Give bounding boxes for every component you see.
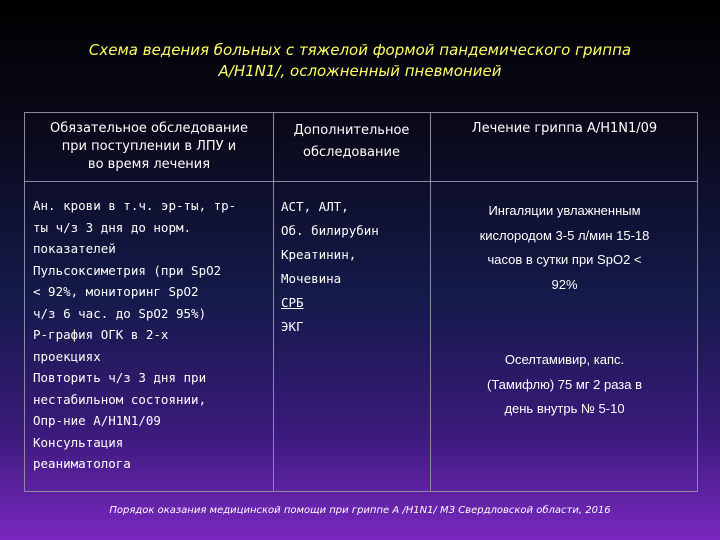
additional-line: АСТ, АЛТ, — [281, 199, 349, 214]
mandatory-line: реаниматолога — [33, 456, 131, 471]
mandatory-line: показателей — [33, 241, 116, 256]
title-line-1: Схема ведения больных с тяжелой формой пандемического гриппа — [88, 41, 632, 59]
mandatory-line: Пульсоксиметрия (при SpO2 — [33, 262, 222, 278]
additional-line: Мочевина — [281, 271, 342, 286]
mandatory-line: Консультация — [33, 434, 124, 450]
treatment-oxygen-line: Ингаляции увлажненным — [488, 203, 641, 218]
treatment-table — [24, 112, 698, 492]
additional-exam-list — [281, 195, 379, 339]
mandatory-line: Р-графия ОГК в 2-х — [33, 327, 169, 342]
header-mandatory-line: при поступлении в ЛПУ и — [61, 139, 237, 154]
header-additional — [273, 120, 430, 164]
additional-line: Креатинин, — [281, 247, 357, 262]
treatment-oxygen — [430, 199, 699, 297]
header-additional-line: Дополнительное — [293, 123, 410, 138]
header-treatment — [430, 120, 699, 138]
treatment-oseltamivir-line: (Тамифлю) 75 мг 2 раза в — [486, 376, 643, 392]
slide-title — [0, 40, 720, 82]
title-line-2: A/H1N1/, осложненный пневмонией — [218, 62, 502, 80]
source-footnote: Порядок оказания медицинской помощи при гриппе A /H1N1/ МЗ Свердловской области, 2016 — [109, 505, 611, 516]
header-treatment-line: Лечение гриппа A/H1N1/09 — [471, 121, 658, 136]
mandatory-line: проекциях — [33, 348, 101, 364]
treatment-oxygen-line: часов в сутки при SpO2 < — [487, 252, 642, 267]
treatment-oseltamivir-line: день внутрь № 5-10 — [504, 401, 625, 416]
mandatory-line: Ан. крови в т.ч. эр-ты, тр- — [33, 198, 237, 213]
header-mandatory-line: Обязательное обследование — [49, 121, 248, 136]
mandatory-line: Повторить ч/з 3 дня при — [33, 370, 207, 385]
additional-line: Об. билирубин — [281, 223, 379, 238]
treatment-oseltamivir-line: Оселтамивир, капс. — [504, 352, 625, 367]
treatment-oxygen-line: 92% — [551, 276, 578, 292]
treatment-oxygen-line: кислородом 3-5 л/мин 15-18 — [479, 227, 650, 243]
mandatory-line: Опр-ние A/H1N1/09 — [33, 413, 161, 428]
mandatory-line: < 92%, мониторинг SpO2 — [33, 284, 199, 299]
mandatory-line: ч/з 6 час. до SpO2 95%) — [33, 305, 207, 321]
additional-line-crp: СРБ — [281, 295, 304, 310]
column-divider-2 — [430, 113, 431, 491]
header-mandatory-line: во время лечения — [87, 157, 211, 172]
header-divider — [25, 181, 697, 182]
mandatory-exam-list — [33, 195, 236, 475]
mandatory-line: ты ч/з 3 дня до норм. — [33, 219, 192, 235]
header-mandatory — [25, 120, 273, 174]
mandatory-line: нестабильном состоянии, — [33, 391, 207, 407]
column-divider-1 — [273, 113, 274, 491]
header-additional-line: обследование — [303, 145, 400, 160]
treatment-oseltamivir — [430, 348, 699, 422]
additional-line: ЭКГ — [281, 319, 304, 334]
